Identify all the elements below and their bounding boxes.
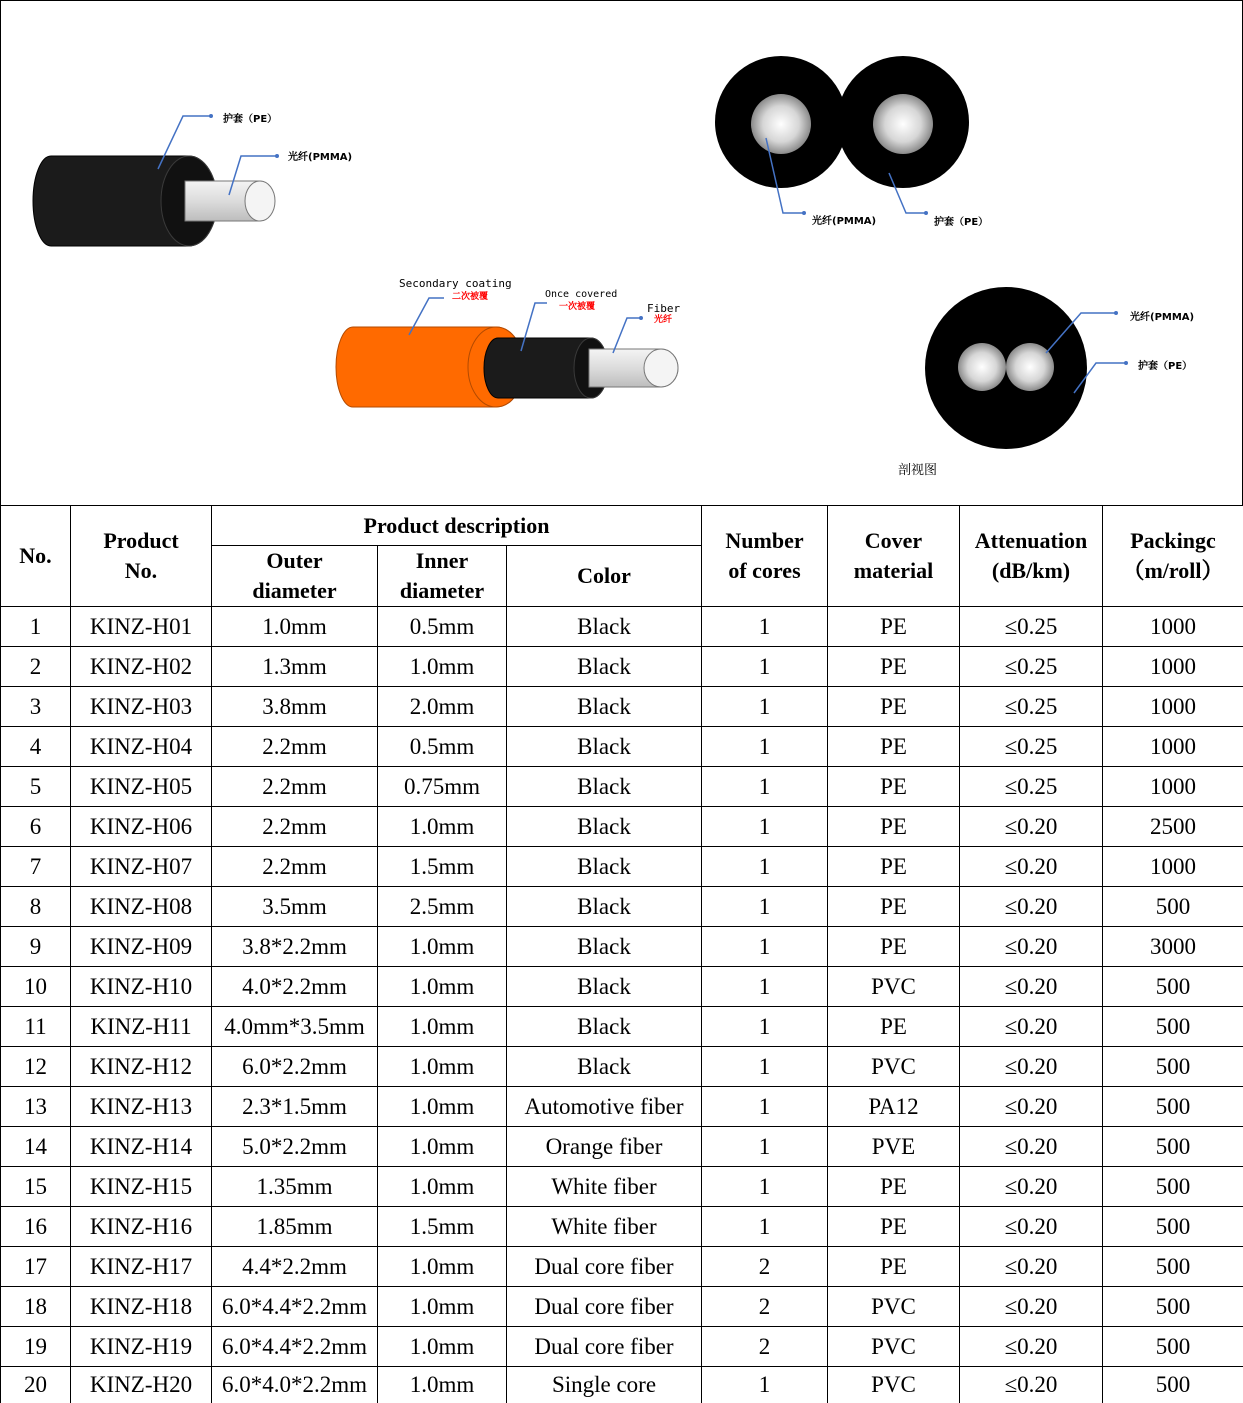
secondary-coating-cn-label: 二次被覆	[452, 292, 489, 302]
col-header-attenuation: Attenuation (dB/km)	[960, 506, 1103, 607]
cell-packing: 500	[1103, 1327, 1243, 1367]
cell-inner-diameter: 1.0mm	[378, 1247, 507, 1287]
cell-product-no: KINZ-H02	[71, 647, 212, 687]
cell-outer-diameter: 3.5mm	[212, 887, 378, 927]
cell-attenuation: ≤0.25	[960, 727, 1103, 767]
cell-cover-material: PVC	[828, 1367, 960, 1403]
cell-attenuation: ≤0.20	[960, 1367, 1103, 1403]
table-row	[1, 887, 1243, 927]
coated-cable-side-view	[336, 277, 680, 407]
cell-inner-diameter: 2.5mm	[378, 887, 507, 927]
cell-cover-material: PE	[828, 927, 960, 967]
fiber-label-4: 光纤(PMMA)	[1130, 312, 1195, 323]
cell-product-no: KINZ-H17	[71, 1247, 212, 1287]
fiber-cn-label-3: 光纤	[654, 315, 673, 325]
cell-packing: 1000	[1103, 647, 1243, 687]
cell-color: Automotive fiber	[507, 1087, 702, 1127]
cell-outer-diameter: 4.4*2.2mm	[212, 1247, 378, 1287]
cell-packing: 500	[1103, 1367, 1243, 1403]
cell-outer-diameter: 4.0*2.2mm	[212, 967, 378, 1007]
secondary-coating-label: Secondary coating	[399, 277, 512, 290]
cell-color: Dual core fiber	[507, 1247, 702, 1287]
cell-product-no: KINZ-H19	[71, 1327, 212, 1367]
cell-no: 9	[1, 927, 71, 967]
cell-cores: 2	[702, 1327, 828, 1367]
cell-attenuation: ≤0.25	[960, 647, 1103, 687]
cell-cores: 1	[702, 967, 828, 1007]
cell-inner-diameter: 0.5mm	[378, 607, 507, 647]
table-row	[1, 607, 1243, 647]
cell-color: White fiber	[507, 1167, 702, 1207]
cell-cover-material: PE	[828, 887, 960, 927]
cell-cores: 1	[702, 1007, 828, 1047]
cell-product-no: KINZ-H10	[71, 967, 212, 1007]
cell-cores: 1	[702, 1367, 828, 1403]
cell-cores: 1	[702, 927, 828, 967]
cell-packing: 500	[1103, 1127, 1243, 1167]
cell-outer-diameter: 6.0*4.4*2.2mm	[212, 1327, 378, 1367]
table-row	[1, 1207, 1243, 1247]
cell-product-no: KINZ-H12	[71, 1047, 212, 1087]
cell-cover-material: PVC	[828, 967, 960, 1007]
table-row	[1, 967, 1243, 1007]
cell-attenuation: ≤0.20	[960, 887, 1103, 927]
once-covered-cn-label: 一次被覆	[559, 302, 596, 312]
table-row	[1, 1247, 1243, 1287]
cable-side-view-1	[33, 112, 352, 246]
cell-attenuation: ≤0.25	[960, 607, 1103, 647]
table-row	[1, 1007, 1243, 1047]
once-covered-label: Once covered	[545, 289, 618, 300]
cell-cover-material: PE	[828, 807, 960, 847]
fiber-label-2: 光纤(PMMA)	[812, 216, 877, 227]
cell-packing: 500	[1103, 1167, 1243, 1207]
cell-no: 11	[1, 1007, 71, 1047]
cell-color: Black	[507, 1007, 702, 1047]
cell-cover-material: PE	[828, 1247, 960, 1287]
cell-outer-diameter: 2.2mm	[212, 807, 378, 847]
sheath-label-4: 护套（PE）	[1138, 361, 1193, 372]
cell-no: 12	[1, 1047, 71, 1087]
cell-outer-diameter: 2.2mm	[212, 767, 378, 807]
cell-attenuation: ≤0.20	[960, 1047, 1103, 1087]
cell-packing: 1000	[1103, 727, 1243, 767]
cell-product-no: KINZ-H18	[71, 1287, 212, 1327]
cell-no: 5	[1, 767, 71, 807]
table-row	[1, 1127, 1243, 1167]
cell-packing: 1000	[1103, 767, 1243, 807]
cell-cover-material: PA12	[828, 1087, 960, 1127]
table-row	[1, 727, 1243, 767]
table-row	[1, 767, 1243, 807]
cell-inner-diameter: 1.0mm	[378, 1327, 507, 1367]
cell-inner-diameter: 1.0mm	[378, 927, 507, 967]
cell-cores: 1	[702, 1087, 828, 1127]
cell-outer-diameter: 1.0mm	[212, 607, 378, 647]
cell-no: 20	[1, 1367, 71, 1403]
col-header-outer-diameter: Outer diameter	[212, 546, 378, 607]
cell-attenuation: ≤0.20	[960, 967, 1103, 1007]
cell-color: Black	[507, 727, 702, 767]
cell-attenuation: ≤0.20	[960, 1167, 1103, 1207]
table-row	[1, 927, 1243, 967]
cell-color: White fiber	[507, 1207, 702, 1247]
cell-cover-material: PE	[828, 767, 960, 807]
cell-cores: 1	[702, 887, 828, 927]
cell-product-no: KINZ-H08	[71, 887, 212, 927]
cell-attenuation: ≤0.20	[960, 1207, 1103, 1247]
cell-product-no: KINZ-H09	[71, 927, 212, 967]
cell-no: 13	[1, 1087, 71, 1127]
cell-packing: 500	[1103, 1087, 1243, 1127]
cell-no: 4	[1, 727, 71, 767]
cell-color: Black	[507, 1047, 702, 1087]
cell-product-no: KINZ-H03	[71, 687, 212, 727]
table-row	[1, 847, 1243, 887]
cell-color: Dual core fiber	[507, 1327, 702, 1367]
product-diagrams	[1, 1, 1243, 506]
cell-packing: 500	[1103, 1047, 1243, 1087]
cell-outer-diameter: 5.0*2.2mm	[212, 1127, 378, 1167]
cell-cores: 2	[702, 1247, 828, 1287]
cell-outer-diameter: 2.2mm	[212, 847, 378, 887]
cell-attenuation: ≤0.25	[960, 687, 1103, 727]
cell-cover-material: PE	[828, 1007, 960, 1047]
cell-cores: 1	[702, 767, 828, 807]
fiber-label-3: Fiber	[647, 302, 681, 315]
cell-outer-diameter: 6.0*4.4*2.2mm	[212, 1287, 378, 1327]
table-row	[1, 1327, 1243, 1367]
cell-color: Black	[507, 847, 702, 887]
table-row	[1, 1087, 1243, 1127]
cell-color: Black	[507, 927, 702, 967]
cell-attenuation: ≤0.20	[960, 1287, 1103, 1327]
cell-inner-diameter: 1.0mm	[378, 1367, 507, 1403]
cell-packing: 500	[1103, 1287, 1243, 1327]
cell-no: 17	[1, 1247, 71, 1287]
cell-outer-diameter: 4.0mm*3.5mm	[212, 1007, 378, 1047]
cell-cover-material: PE	[828, 647, 960, 687]
cell-no: 10	[1, 967, 71, 1007]
cell-no: 14	[1, 1127, 71, 1167]
table-row	[1, 1287, 1243, 1327]
col-header-color: Color	[507, 546, 702, 607]
twin-fiber-cross-section	[898, 287, 1194, 478]
cell-attenuation: ≤0.20	[960, 847, 1103, 887]
cell-product-no: KINZ-H15	[71, 1167, 212, 1207]
cell-color: Black	[507, 967, 702, 1007]
cell-no: 6	[1, 807, 71, 847]
cell-cover-material: PE	[828, 1167, 960, 1207]
col-header-product-description: Product description	[212, 506, 702, 546]
specification-table	[0, 505, 1243, 1403]
cell-color: Black	[507, 647, 702, 687]
cell-outer-diameter: 1.35mm	[212, 1167, 378, 1207]
cell-cores: 1	[702, 647, 828, 687]
cell-color: Black	[507, 807, 702, 847]
col-header-no: No.	[1, 506, 71, 607]
cell-packing: 500	[1103, 887, 1243, 927]
cell-product-no: KINZ-H05	[71, 767, 212, 807]
cell-outer-diameter: 2.3*1.5mm	[212, 1087, 378, 1127]
cell-cores: 1	[702, 687, 828, 727]
cell-cover-material: PVC	[828, 1287, 960, 1327]
cell-no: 3	[1, 687, 71, 727]
fiber-label-1: 光纤(PMMA)	[288, 152, 353, 163]
cell-attenuation: ≤0.25	[960, 767, 1103, 807]
cell-packing: 1000	[1103, 687, 1243, 727]
col-header-product-no: Product No.	[71, 506, 212, 607]
cell-attenuation: ≤0.20	[960, 1087, 1103, 1127]
cell-no: 19	[1, 1327, 71, 1367]
cell-inner-diameter: 1.0mm	[378, 1047, 507, 1087]
cell-outer-diameter: 6.0*2.2mm	[212, 1047, 378, 1087]
cell-color: Black	[507, 767, 702, 807]
cell-packing: 2500	[1103, 807, 1243, 847]
table-row	[1, 687, 1243, 727]
cell-inner-diameter: 0.5mm	[378, 727, 507, 767]
cell-inner-diameter: 1.5mm	[378, 1207, 507, 1247]
cell-cover-material: PVC	[828, 1047, 960, 1087]
cell-no: 15	[1, 1167, 71, 1207]
cell-inner-diameter: 1.0mm	[378, 1087, 507, 1127]
cell-inner-diameter: 1.0mm	[378, 807, 507, 847]
table-body	[1, 607, 1243, 1403]
cell-cores: 2	[702, 1287, 828, 1327]
cell-product-no: KINZ-H06	[71, 807, 212, 847]
cell-inner-diameter: 1.0mm	[378, 1167, 507, 1207]
cell-cover-material: PE	[828, 1207, 960, 1247]
cell-inner-diameter: 1.5mm	[378, 847, 507, 887]
cell-inner-diameter: 1.0mm	[378, 647, 507, 687]
cell-attenuation: ≤0.20	[960, 1007, 1103, 1047]
cell-product-no: KINZ-H13	[71, 1087, 212, 1127]
cell-color: Orange fiber	[507, 1127, 702, 1167]
cell-color: Single core	[507, 1367, 702, 1403]
cell-product-no: KINZ-H07	[71, 847, 212, 887]
cell-cover-material: PVE	[828, 1127, 960, 1167]
cell-packing: 500	[1103, 1247, 1243, 1287]
sheath-label-2: 护套（PE）	[934, 217, 989, 228]
cell-no: 16	[1, 1207, 71, 1247]
cell-cover-material: PE	[828, 847, 960, 887]
cell-inner-diameter: 1.0mm	[378, 1007, 507, 1047]
cell-packing: 1000	[1103, 607, 1243, 647]
cell-attenuation: ≤0.20	[960, 927, 1103, 967]
cell-attenuation: ≤0.20	[960, 1247, 1103, 1287]
cell-no: 1	[1, 607, 71, 647]
table-row	[1, 807, 1243, 847]
cell-product-no: KINZ-H01	[71, 607, 212, 647]
cell-product-no: KINZ-H20	[71, 1367, 212, 1403]
cell-cores: 1	[702, 847, 828, 887]
cell-inner-diameter: 1.0mm	[378, 1287, 507, 1327]
dual-core-cross-section	[715, 56, 988, 228]
cell-cover-material: PE	[828, 727, 960, 767]
cell-outer-diameter: 1.85mm	[212, 1207, 378, 1247]
cell-attenuation: ≤0.20	[960, 1327, 1103, 1367]
cell-product-no: KINZ-H11	[71, 1007, 212, 1047]
cell-no: 18	[1, 1287, 71, 1327]
cell-cores: 1	[702, 1207, 828, 1247]
cell-packing: 500	[1103, 1007, 1243, 1047]
cell-outer-diameter: 6.0*4.0*2.2mm	[212, 1367, 378, 1403]
sheath-label-1: 护套（PE）	[223, 114, 278, 125]
table-row	[1, 1367, 1243, 1403]
cell-inner-diameter: 2.0mm	[378, 687, 507, 727]
cell-inner-diameter: 0.75mm	[378, 767, 507, 807]
cell-cover-material: PE	[828, 607, 960, 647]
cell-color: Black	[507, 607, 702, 647]
cell-outer-diameter: 1.3mm	[212, 647, 378, 687]
cell-no: 8	[1, 887, 71, 927]
cell-outer-diameter: 3.8mm	[212, 687, 378, 727]
cell-packing: 500	[1103, 1207, 1243, 1247]
col-header-cover-material: Cover material	[828, 506, 960, 607]
cell-attenuation: ≤0.20	[960, 807, 1103, 847]
table-row	[1, 647, 1243, 687]
col-header-number-of-cores: Number of cores	[702, 506, 828, 607]
cell-cores: 1	[702, 1167, 828, 1207]
cell-cover-material: PVC	[828, 1327, 960, 1367]
product-diagram-panel	[0, 0, 1243, 505]
cell-packing: 3000	[1103, 927, 1243, 967]
cell-cores: 1	[702, 807, 828, 847]
cell-packing: 1000	[1103, 847, 1243, 887]
table-row	[1, 1167, 1243, 1207]
cell-cover-material: PE	[828, 687, 960, 727]
cell-inner-diameter: 1.0mm	[378, 1127, 507, 1167]
cell-attenuation: ≤0.20	[960, 1127, 1103, 1167]
cell-product-no: KINZ-H04	[71, 727, 212, 767]
table-row	[1, 1047, 1243, 1087]
col-header-inner-diameter: Inner diameter	[378, 546, 507, 607]
cell-packing: 500	[1103, 967, 1243, 1007]
cell-color: Black	[507, 687, 702, 727]
cell-outer-diameter: 2.2mm	[212, 727, 378, 767]
cell-product-no: KINZ-H14	[71, 1127, 212, 1167]
cell-no: 2	[1, 647, 71, 687]
cell-inner-diameter: 1.0mm	[378, 967, 507, 1007]
cell-cores: 1	[702, 1127, 828, 1167]
cell-color: Dual core fiber	[507, 1287, 702, 1327]
cell-cores: 1	[702, 607, 828, 647]
cell-no: 7	[1, 847, 71, 887]
cell-cores: 1	[702, 727, 828, 767]
cell-product-no: KINZ-H16	[71, 1207, 212, 1247]
cell-outer-diameter: 3.8*2.2mm	[212, 927, 378, 967]
cell-color: Black	[507, 887, 702, 927]
cell-cores: 1	[702, 1047, 828, 1087]
section-view-caption: 剖视图	[898, 463, 938, 478]
col-header-packing: Packingc （m/roll）	[1103, 506, 1243, 607]
